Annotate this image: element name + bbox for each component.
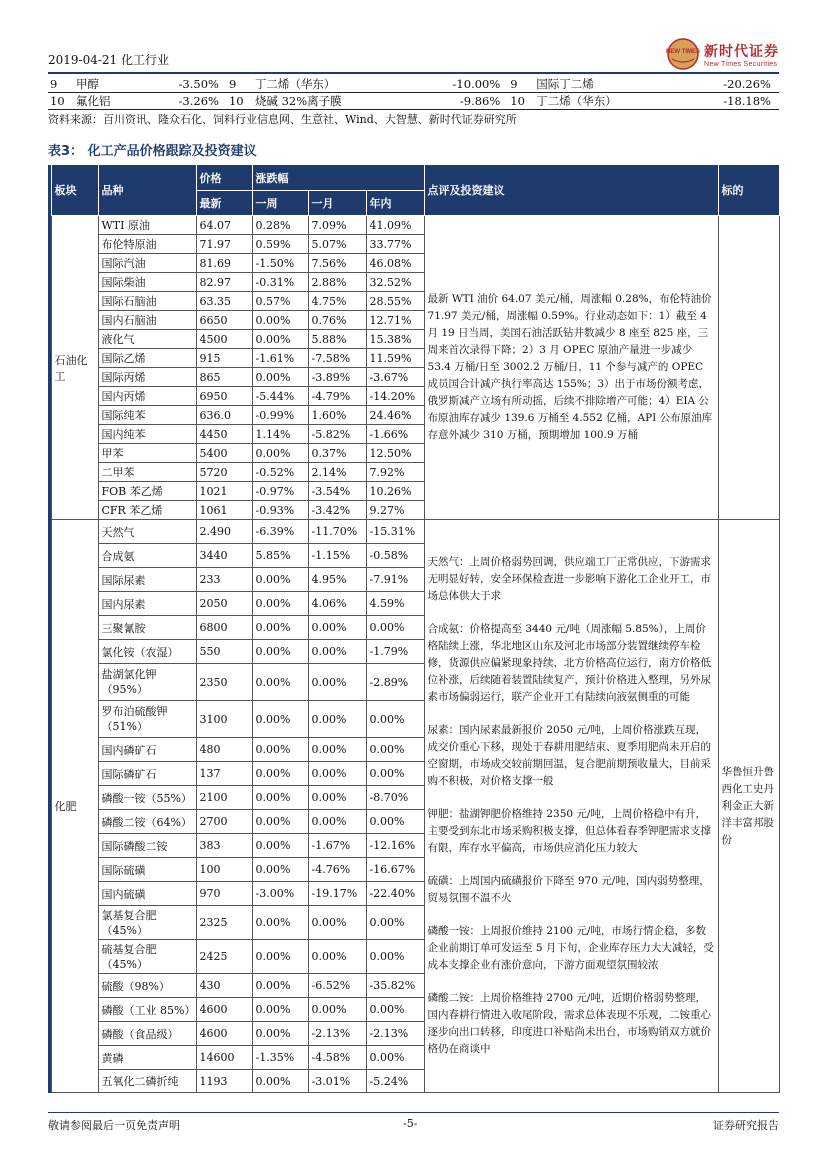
target-cell-petro	[718, 216, 779, 520]
table-title: 表3： 化工产品价格跟踪及投资建议	[48, 144, 257, 159]
value-price: 63.35	[196, 292, 252, 311]
value-m: 4.75%	[308, 292, 366, 311]
value-w: -0.97%	[252, 482, 308, 501]
ranking-cell: -3.26%	[140, 93, 227, 110]
value-price: 2425	[196, 940, 252, 974]
comment-paragraph: 钾肥：盐湖钾肥价格维持 2350 元/吨，上周价格稳中有升，主要受到东北市场采购积极支撑，但总体看春季钾肥需求支撑有限，库存水平偏高，市场供应消化压力较大	[427, 808, 712, 854]
ranking-cell: -20.26%	[680, 76, 779, 93]
value-y: 33.77%	[366, 235, 424, 254]
value-w: 0.00%	[252, 444, 308, 463]
value-price: 5400	[196, 444, 252, 463]
ranking-cell: 国际丁二烯	[534, 76, 679, 93]
value-price: 6650	[196, 311, 252, 330]
product-name: CFR 苯乙烯	[98, 501, 196, 520]
value-m: 0.76%	[308, 311, 366, 330]
value-price: 2700	[196, 810, 252, 834]
value-price: 6800	[196, 616, 252, 640]
value-m: 0.00%	[308, 738, 366, 762]
product-name: FOB 苯乙烯	[98, 482, 196, 501]
value-price: 2.490	[196, 520, 252, 544]
value-price: 383	[196, 834, 252, 858]
value-price: 2350	[196, 664, 252, 701]
value-y: 15.38%	[366, 330, 424, 349]
value-y: 0.00%	[366, 616, 424, 640]
value-m: -1.15%	[308, 544, 366, 568]
value-w: 5.85%	[252, 544, 308, 568]
value-m: 0.00%	[308, 664, 366, 701]
sector-cell-fert: 化肥	[51, 520, 98, 1093]
product-name: 国内尿素	[98, 592, 196, 616]
value-w: 0.00%	[252, 592, 308, 616]
value-w: 0.00%	[252, 1070, 308, 1093]
value-y: -0.58%	[366, 544, 424, 568]
value-price: 1021	[196, 482, 252, 501]
value-y: -8.70%	[366, 786, 424, 810]
value-price: 6950	[196, 387, 252, 406]
product-name: 甲苯	[98, 444, 196, 463]
value-price: 2100	[196, 786, 252, 810]
value-m: -4.58%	[308, 1046, 366, 1070]
value-y: -1.79%	[366, 640, 424, 664]
footer-disclaimer: 敬请参阅最后一页免责声明	[48, 1119, 180, 1132]
value-m: 0.37%	[308, 444, 366, 463]
value-y: -3.67%	[366, 368, 424, 387]
value-price: 14600	[196, 1046, 252, 1070]
value-w: -0.52%	[252, 463, 308, 482]
value-price: 100	[196, 858, 252, 882]
value-y: 46.08%	[366, 254, 424, 273]
product-name: 硫基复合肥（45%）	[98, 940, 196, 974]
logo-en-text: New Times Securities	[704, 60, 778, 68]
value-m: -4.79%	[308, 387, 366, 406]
value-w: 0.00%	[252, 810, 308, 834]
col-change: 涨跌幅	[252, 165, 424, 191]
value-price: 4600	[196, 998, 252, 1022]
comment-paragraph: 尿素：国内尿素最新报价 2050 元/吨，上周价格涨跌互现，成交价重心下移，现处于春耕用肥结束、夏季用肥尚未开启的空窗期，市场成交较前期回温，复合肥前期预收量大，目前采购不积极，对价格支撑一般	[427, 724, 712, 787]
product-name: 国内纯苯	[98, 425, 196, 444]
product-name: WTI 原油	[98, 216, 196, 235]
ranking-cell: 烧碱 32%离子膜	[253, 93, 409, 110]
ranking-cell: 10	[48, 93, 74, 110]
value-y: 0.00%	[366, 1046, 424, 1070]
value-w: 0.00%	[252, 906, 308, 940]
product-name: 国内石脑油	[98, 311, 196, 330]
value-y: -22.40%	[366, 882, 424, 906]
value-y: 41.09%	[366, 216, 424, 235]
ranking-cell: 9	[48, 76, 74, 93]
col-target: 标的	[718, 165, 779, 216]
value-y: 0.00%	[366, 906, 424, 940]
ranking-cell: 10	[227, 93, 253, 110]
value-price: 2325	[196, 906, 252, 940]
footer-report-type: 证券研究报告	[713, 1119, 779, 1132]
value-price: 233	[196, 568, 252, 592]
value-m: 0.00%	[308, 810, 366, 834]
product-row	[48, 216, 779, 235]
product-name: 国际丙烯	[98, 368, 196, 387]
value-w: 0.00%	[252, 738, 308, 762]
value-y: -7.91%	[366, 568, 424, 592]
value-m: 4.95%	[308, 568, 366, 592]
ranking-cell: 丁二烯（华东）	[534, 93, 679, 110]
product-name: 磷酸一铵（55%）	[98, 786, 196, 810]
value-y: 32.52%	[366, 273, 424, 292]
value-m: -3.01%	[308, 1070, 366, 1093]
ranking-cell: 10	[508, 93, 534, 110]
value-w: 0.00%	[252, 701, 308, 738]
comment-cell-petro: 最新 WTI 油价 64.07 美元/桶，周涨幅 0.28%，布伦特油价 71.97 美元/桶，周涨幅 0.59%。行业动态如下：1）截至 4 月 19 日当周，美国石油活跃钻井数减少 8 座至 825 座，三周来首次录得下降；2）3 月 OPEC 原油产量进一步减少 53.4 万桶/日至 3002.2 万桶/日，11 个参与减产的 OPEC 成员国合计减产执行率高达 155%；3）出于市场份额考虑，俄罗斯减产立场有所动摇，后续不排除增产可能；4）EIA 公布原油库存减少 139.6 万桶至 4.552 亿桶，API 公布原油库存意外减少 310 万桶，预期增加 100.9 万桶	[424, 216, 718, 520]
ranking-table	[48, 76, 779, 110]
value-price: 81.69	[196, 254, 252, 273]
product-name: 国内磷矿石	[98, 738, 196, 762]
product-name: 国际尿素	[98, 568, 196, 592]
value-m: 0.00%	[308, 940, 366, 974]
product-name: 国内硫磺	[98, 882, 196, 906]
value-w: 0.28%	[252, 216, 308, 235]
page-number: -5-	[403, 1117, 418, 1130]
company-logo	[666, 36, 779, 72]
product-name: 硫酸（98%）	[98, 974, 196, 998]
product-name: 二甲苯	[98, 463, 196, 482]
value-m: -2.13%	[308, 1022, 366, 1046]
value-y: 4.59%	[366, 592, 424, 616]
value-w: 0.00%	[252, 616, 308, 640]
value-y: 0.00%	[366, 701, 424, 738]
value-m: 1.60%	[308, 406, 366, 425]
value-price: 137	[196, 762, 252, 786]
value-m: 0.00%	[308, 998, 366, 1022]
comment-paragraph: 硫磺：上周国内硫磺报价下降至 970 元/吨，国内弱势整理，贸易氛围不温不火	[427, 875, 710, 904]
product-name: 磷酸（食品级）	[98, 1022, 196, 1046]
value-price: 3440	[196, 544, 252, 568]
value-y: 24.46%	[366, 406, 424, 425]
product-name: 国际汽油	[98, 254, 196, 273]
product-name: 国内丙烯	[98, 387, 196, 406]
value-y: 0.00%	[366, 810, 424, 834]
value-y: 9.27%	[366, 501, 424, 520]
ranking-cell: 9	[227, 76, 253, 93]
product-name: 天然气	[98, 520, 196, 544]
value-y: -12.16%	[366, 834, 424, 858]
value-m: 0.00%	[308, 786, 366, 810]
sector-cell-petro: 石油化工	[51, 216, 98, 520]
comment-paragraph: 磷酸二铵：上周价格维持 2700 元/吨，近期价格弱势整理，国内春耕行情进入收尾阶段，需求总体表现不乐观，二铵重心逐步向出口转移，印度进口补贴尚未出台，市场购销双方就价格仍在商谈中	[427, 992, 712, 1055]
logo-globe-icon	[666, 37, 700, 71]
value-price: 3100	[196, 701, 252, 738]
value-y: 7.92%	[366, 463, 424, 482]
product-name: 磷酸二铵（64%）	[98, 810, 196, 834]
value-price: 430	[196, 974, 252, 998]
value-w: -0.93%	[252, 501, 308, 520]
value-w: 0.00%	[252, 786, 308, 810]
value-price: 1061	[196, 501, 252, 520]
product-name: 黄磷	[98, 1046, 196, 1070]
target-cell-fert: 华鲁恒升鲁西化工史丹利金正大新洋丰富邦股份	[718, 520, 779, 1093]
comment-paragraph: 天然气：上周价格弱势回调，供应端工厂正常供应，下游需求无明显好转，安全环保检查进一步影响下游化工企业开工，市场总体供大于求	[427, 556, 712, 602]
value-y: -35.82%	[366, 974, 424, 998]
source-note: 资料来源：百川资讯、隆众石化、饲料行业信息网、生意社、Wind、大智慧、新时代证券研究所	[48, 113, 517, 126]
value-m: 0.00%	[308, 762, 366, 786]
product-name: 五氧化二磷折纯	[98, 1070, 196, 1093]
value-w: 0.00%	[252, 974, 308, 998]
value-price: 550	[196, 640, 252, 664]
value-price: 71.97	[196, 235, 252, 254]
footer-divider	[48, 1112, 779, 1113]
value-w: 0.00%	[252, 858, 308, 882]
value-w: 0.00%	[252, 664, 308, 701]
value-y: 12.71%	[366, 311, 424, 330]
value-m: -3.89%	[308, 368, 366, 387]
ranking-cell: 丁二烯（华东）	[253, 76, 409, 93]
product-name: 国际纯苯	[98, 406, 196, 425]
product-name: 国际磷矿石	[98, 762, 196, 786]
value-m: -6.52%	[308, 974, 366, 998]
value-y: 0.00%	[366, 738, 424, 762]
ranking-cell: -9.86%	[409, 93, 508, 110]
value-w: -1.50%	[252, 254, 308, 273]
value-m: -3.42%	[308, 501, 366, 520]
col-month: 一月	[308, 191, 366, 216]
col-year: 年内	[366, 191, 424, 216]
value-y: 11.59%	[366, 349, 424, 368]
value-y: 28.55%	[366, 292, 424, 311]
ranking-cell: -10.00%	[409, 76, 508, 93]
product-name: 液化气	[98, 330, 196, 349]
value-y: -1.66%	[366, 425, 424, 444]
value-y: -2.13%	[366, 1022, 424, 1046]
logo-mark-text: NEW TIMES	[666, 49, 700, 55]
value-price: 915	[196, 349, 252, 368]
col-latest: 最新	[196, 191, 252, 216]
product-row	[48, 520, 779, 544]
ranking-row	[48, 76, 779, 93]
value-w: 0.00%	[252, 330, 308, 349]
value-w: 0.00%	[252, 998, 308, 1022]
value-w: 0.57%	[252, 292, 308, 311]
value-price: 82.97	[196, 273, 252, 292]
page-header	[48, 44, 779, 72]
value-price: 4450	[196, 425, 252, 444]
value-y: 0.00%	[366, 940, 424, 974]
ranking-row	[48, 93, 779, 110]
value-price: 64.07	[196, 216, 252, 235]
value-w: 0.59%	[252, 235, 308, 254]
value-m: -11.70%	[308, 520, 366, 544]
col-week: 一周	[252, 191, 308, 216]
product-name: 磷酸（工业 85%）	[98, 998, 196, 1022]
header-date-industry: 2019-04-21 化工行业	[48, 53, 170, 67]
value-m: -7.58%	[308, 349, 366, 368]
value-y: -5.24%	[366, 1070, 424, 1093]
value-w: 0.00%	[252, 640, 308, 664]
comment-cell-fert	[424, 520, 718, 1093]
price-tracking-table	[48, 164, 780, 1093]
ranking-cell: -3.50%	[140, 76, 227, 93]
value-price: 5720	[196, 463, 252, 482]
value-w: 0.00%	[252, 834, 308, 858]
value-m: 0.00%	[308, 906, 366, 940]
value-w: -6.39%	[252, 520, 308, 544]
product-name: 盐湖氯化钾（95%）	[98, 664, 196, 701]
value-w: 0.00%	[252, 368, 308, 387]
value-y: -15.31%	[366, 520, 424, 544]
value-m: 7.56%	[308, 254, 366, 273]
value-m: 0.00%	[308, 701, 366, 738]
value-m: 0.00%	[308, 616, 366, 640]
value-w: 1.14%	[252, 425, 308, 444]
value-m: 2.88%	[308, 273, 366, 292]
value-w: -0.31%	[252, 273, 308, 292]
value-w: -0.99%	[252, 406, 308, 425]
value-w: -1.35%	[252, 1046, 308, 1070]
value-m: 5.07%	[308, 235, 366, 254]
value-m: -4.76%	[308, 858, 366, 882]
value-y: 0.00%	[366, 762, 424, 786]
ranking-cell: 氟化铝	[74, 93, 140, 110]
value-y: -2.89%	[366, 664, 424, 701]
value-price: 2050	[196, 592, 252, 616]
value-m: 2.14%	[308, 463, 366, 482]
ranking-cell: 9	[508, 76, 534, 93]
comment-paragraph: 磷酸一铵：上周报价维持 2100 元/吨，市场行情企稳，多数企业前期订单可发运至 5 月下旬，企业库存压力大大减轻，受成本支撑企业有涨价意向，下游方面观望氛围较浓	[427, 925, 714, 971]
ranking-cell: -18.18%	[680, 93, 779, 110]
value-w: -3.00%	[252, 882, 308, 906]
value-price: 4600	[196, 1022, 252, 1046]
value-w: 0.00%	[252, 568, 308, 592]
ranking-cell: 甲醇	[74, 76, 140, 93]
product-name: 三聚氰胺	[98, 616, 196, 640]
value-m: 0.00%	[308, 640, 366, 664]
value-price: 636.0	[196, 406, 252, 425]
value-w: 0.00%	[252, 311, 308, 330]
value-y: 10.26%	[366, 482, 424, 501]
product-name: 国际乙烯	[98, 349, 196, 368]
product-name: 氯基复合肥（45%）	[98, 906, 196, 940]
value-m: -5.82%	[308, 425, 366, 444]
value-price: 865	[196, 368, 252, 387]
value-m: -1.67%	[308, 834, 366, 858]
value-m: 5.88%	[308, 330, 366, 349]
value-w: 0.00%	[252, 940, 308, 974]
product-name: 国际柴油	[98, 273, 196, 292]
product-name: 合成氨	[98, 544, 196, 568]
col-price: 价格	[196, 165, 252, 191]
logo-cn-text: 新时代证券	[704, 43, 779, 60]
product-name: 国际石脑油	[98, 292, 196, 311]
header-divider	[48, 72, 779, 74]
col-comment: 点评及投资建议	[424, 165, 718, 216]
value-price: 1193	[196, 1070, 252, 1093]
value-y: -16.67%	[366, 858, 424, 882]
value-w: -1.61%	[252, 349, 308, 368]
value-price: 480	[196, 738, 252, 762]
value-y: -14.20%	[366, 387, 424, 406]
comment-paragraph: 合成氨：价格提高至 3440 元/吨（周涨幅 5.85%），上周价格陆续上涨，华北地区山东及河北市场部分装置继续停车检修，货源供应偏紧现象持续，北方价格高位运行，南方价格低位补涨，后续随着装置陆续复产，预计价格进入整理，另外尿素市场偏弱运行，联产企业开工有陆续向液氨侧重的可能	[427, 623, 712, 703]
product-name: 国际磷酸二铵	[98, 834, 196, 858]
value-m: 7.09%	[308, 216, 366, 235]
col-product: 品种	[98, 165, 196, 216]
value-m: -19.17%	[308, 882, 366, 906]
value-m: 4.06%	[308, 592, 366, 616]
value-w: 0.00%	[252, 762, 308, 786]
value-m: -3.54%	[308, 482, 366, 501]
product-name: 罗布泊硫酸钾（51%）	[98, 701, 196, 738]
value-price: 970	[196, 882, 252, 906]
value-y: 12.50%	[366, 444, 424, 463]
value-price: 4500	[196, 330, 252, 349]
product-name: 布伦特原油	[98, 235, 196, 254]
col-sector: 板块	[51, 165, 98, 216]
product-name: 国际硫磺	[98, 858, 196, 882]
value-y: 0.00%	[366, 998, 424, 1022]
value-w: -5.44%	[252, 387, 308, 406]
product-name: 氯化铵（农湿）	[98, 640, 196, 664]
value-w: 0.00%	[252, 1022, 308, 1046]
